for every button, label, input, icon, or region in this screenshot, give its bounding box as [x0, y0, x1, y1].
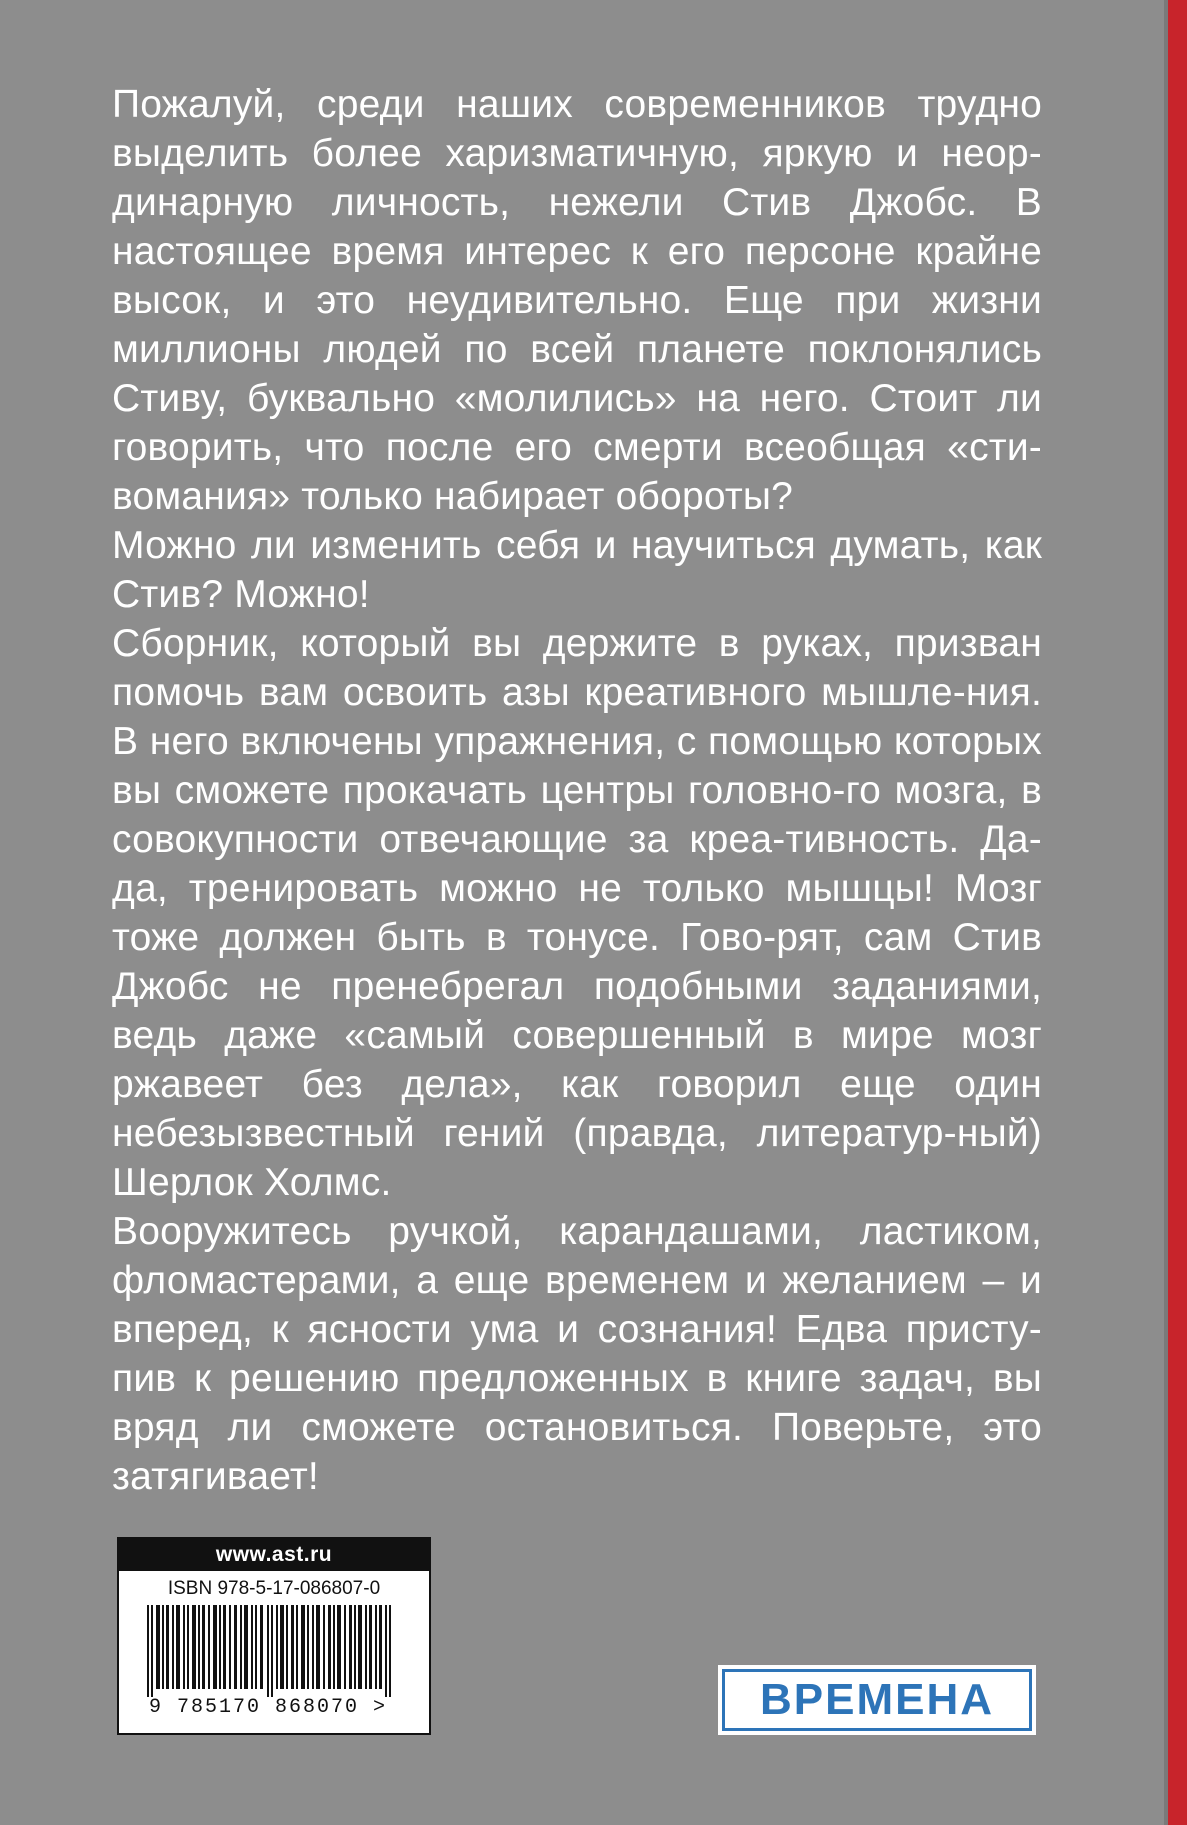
blurb-paragraph-1: Пожалуй, среди наших современников трудно выделить более харизматичную, яркую и неор-динарную личность, нежели Стив Джобс. В настоящее время интерес к его персоне крайне высок, и это неудивительно. Еще при жизни миллионы людей по всей планете поклонялись Стиву, буквально «молились» на него. Стоит ли говорить, что после его смерти всеобщая «сти-вомания» только набирает обороты?	[112, 83, 1042, 518]
barcode-digits: 9 785170 868070 >	[149, 1696, 388, 1719]
blurb-paragraph-2: Можно ли изменить себя и научиться думать, как Стив? Можно!	[112, 524, 1042, 616]
isbn-label: ISBN 978-5-17-086807-0	[167, 1578, 381, 1599]
blurb-paragraph-4: Вооружитесь ручкой, карандашами, ластиком, фломастерами, а еще временем и желанием – и вперед, к ясности ума и сознания! Едва присту-пив к решению предложенных в книге задач, вы вряд ли сможете остановиться. Поверьте, это затягивает!	[112, 1210, 1042, 1498]
publisher-url: www.ast.ru	[119, 1539, 429, 1571]
blurb-text	[112, 80, 1042, 1501]
publisher-logo-text: ВРЕМЕНА	[722, 1669, 1032, 1731]
blurb-paragraph-3: Сборник, который вы держите в руках, призван помочь вам освоить азы креативного мышле-ния. В него включены упражнения, с помощью которых вы сможете прокачать центры головно-го мозга, в совокупности отвечающие за креа-тивность. Да-да, тренировать можно не только мышцы! Мозг тоже должен быть в тонусе. Гово-рят, сам Стив Джобс не пренебрегал подобными заданиями, ведь даже «самый совершенный в мире мозг ржавеет без дела», как говорил еще один небезызвестный гений (правда, литератур-ный) Шерлок Холмс.	[112, 622, 1042, 1204]
barcode-icon	[147, 1605, 401, 1697]
publisher-logo	[718, 1665, 1036, 1735]
red-spine-edge	[1168, 0, 1187, 1825]
barcode-block	[117, 1537, 431, 1735]
